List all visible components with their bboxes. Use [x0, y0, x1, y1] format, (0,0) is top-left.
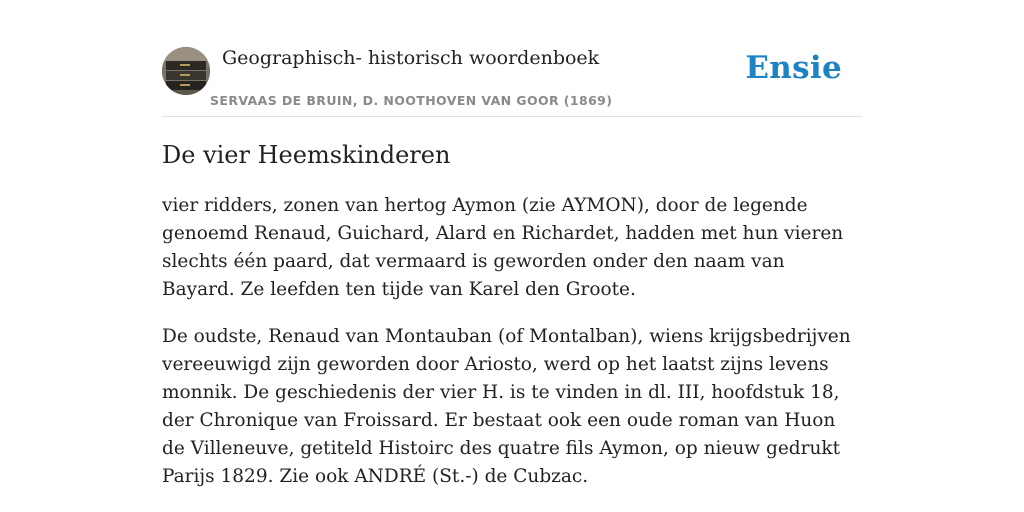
page-content — [162, 0, 862, 487]
entry-paragraph: De oudste, Renaud van Montauban (of Montalban), wiens krijgsbedrijven vereeuwigd zijn geworden door Ariosto, werd op het laatst zijns levens monnik. De geschiedenis der vier H. is te vinden in dl. III, hoofdstuk 18, der Chronique van Froissard. Er bestaat ook een oude roman van Huon de Villeneuve, getiteld Histoirc des quatre fils Aymon, op nieuw gedrukt Parijs 1829. Zie ook ANDRÉ (St.-) de Cubzac. — [162, 326, 851, 487]
book-title[interactable]: Geographisch- historisch woordenboek — [222, 47, 600, 69]
entry-title: De vier Heemskinderen — [162, 141, 451, 169]
entry-paragraph: vier ridders, zonen van hertog Aymon (zie AYMON), door de legende genoemd Renaud, Guichard, Alard en Richardet, hadden met hun vieren slechts één paard, dat vermaard is geworden onder den naam van Bayard. Ze leefden ten tijde van Karel den Groote. — [162, 195, 844, 300]
book-cover-icon[interactable] — [162, 47, 210, 95]
entry-body — [162, 192, 862, 510]
book-header — [162, 0, 862, 117]
book-author: SERVAAS DE BRUIN, D. NOOTHOVEN VAN GOOR (1869) — [210, 93, 613, 108]
ensie-logo[interactable]: Ensie — [745, 50, 842, 86]
